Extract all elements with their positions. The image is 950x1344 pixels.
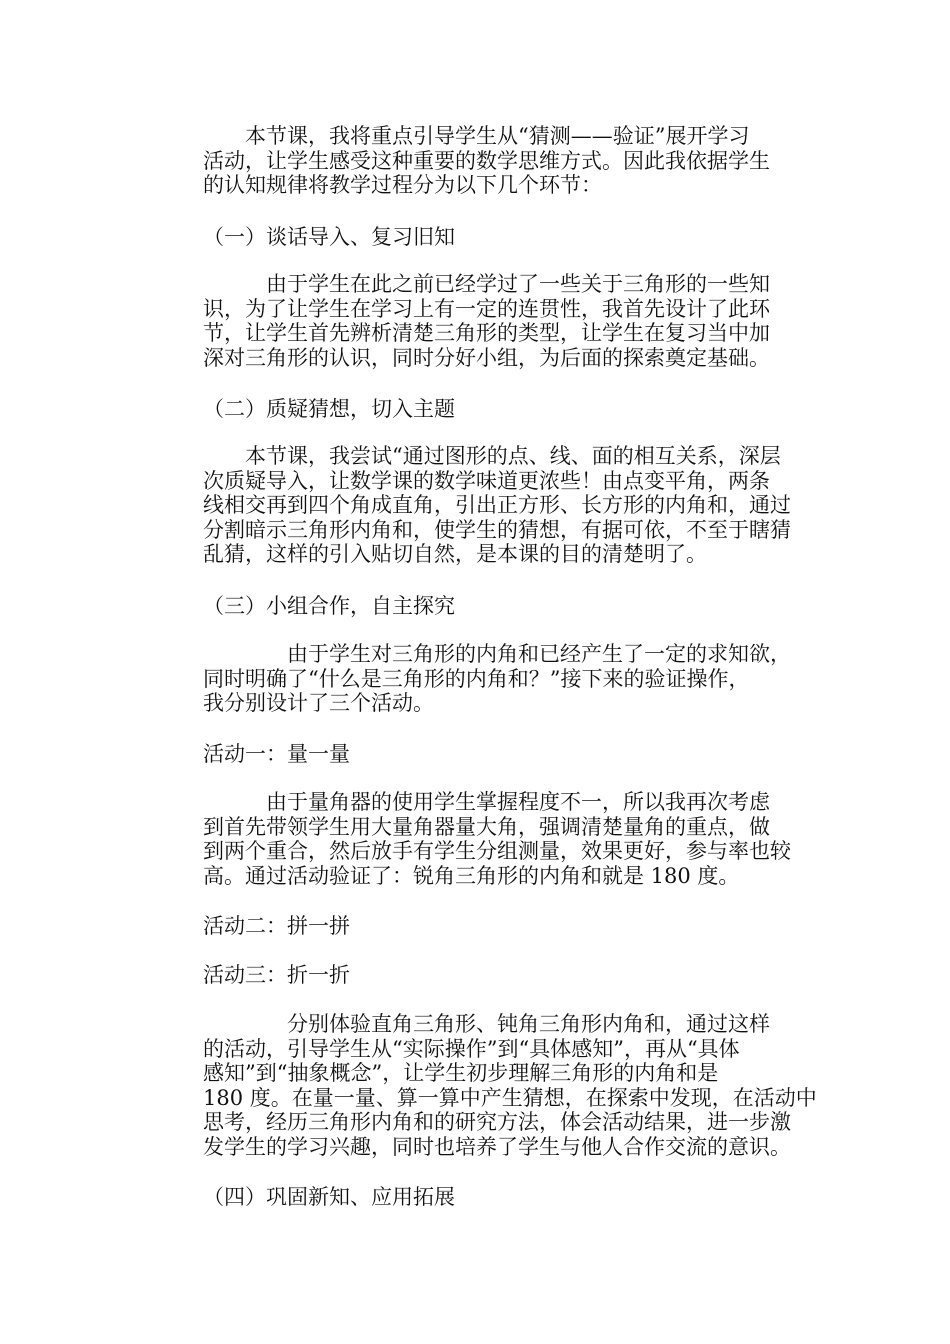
section-heading-1: （一）谈话导入、复习旧知 — [203, 225, 455, 249]
section-heading-4: （四）巩固新知、应用拓展 — [203, 1185, 455, 1209]
text-line: 同时明确了“什么是三角形的内角和？”接下来的验证操作， — [203, 666, 750, 691]
text-line: 次质疑导入，让数学课的数学味道更浓些！由点变平角，两条 — [203, 468, 770, 493]
text-line: 由于学生在此之前已经学过了一些关于三角形的一些知 — [203, 272, 770, 296]
text-line: 线相交再到四个角成直角，引出正方形、长方形的内角和，通过 — [203, 493, 791, 517]
activity-3-paragraph — [203, 1012, 823, 1159]
text-line: 本节课，我将重点引导学生从“猜测——验证”展开学习 — [203, 124, 750, 148]
text-line: 180 度。在量一量、算一算中产生猜想，在探索中发现，在活动中 — [203, 1085, 817, 1110]
activity-heading-1: 活动一：量一量 — [203, 742, 350, 766]
text-line: 的活动，引导学生从“实际操作”到“具体感知”，再从“具体 — [203, 1036, 740, 1061]
section-heading-2: （二）质疑猜想，切入主题 — [203, 397, 455, 421]
intro-paragraph — [203, 124, 823, 198]
text-line: 由于学生对三角形的内角和已经产生了一定的求知欲， — [203, 642, 791, 666]
text-line: 高。通过活动验证了：锐角三角形的内角和就是 180 度。 — [203, 863, 740, 888]
text-line: 本节课，我尝试“通过图形的点、线、面的相互关系，深层 — [203, 444, 781, 468]
section-2-paragraph — [203, 444, 823, 567]
text-line: 到首先带领学生用大量角器量大角，强调清楚量角的重点，做 — [203, 814, 770, 839]
text-line: 识，为了让学生在学习上有一定的连贯性，我首先设计了此环 — [203, 296, 770, 321]
text-line: 由于量角器的使用学生掌握程度不一，所以我再次考虑 — [203, 790, 770, 814]
text-line: 发学生的学习兴趣，同时也培养了学生与他人合作交流的意识。 — [203, 1134, 791, 1159]
section-1-paragraph — [203, 272, 823, 370]
text-line: 我分别设计了三个活动。 — [203, 691, 434, 715]
activity-1-paragraph — [203, 790, 823, 888]
text-line: 深对三角形的认识，同时分好小组，为后面的探索奠定基础。 — [203, 345, 770, 370]
text-line: 的认知规律将教学过程分为以下几个环节： — [203, 173, 602, 197]
text-line: 分割暗示三角形内角和，使学生的猜想，有据可依，不至于瞎猜 — [203, 517, 791, 542]
section-heading-3: （三）小组合作，自主探究 — [203, 594, 455, 618]
text-line: 活动，让学生感受这种重要的数学思维方式。因此我依据学生 — [203, 148, 770, 173]
text-line: 思考，经历三角形内角和的研究方法，体会活动结果，进一步激 — [203, 1110, 791, 1134]
section-3-paragraph — [203, 642, 823, 716]
text-line: 分别体验直角三角形、钝角三角形内角和，通过这样 — [203, 1012, 770, 1036]
text-line: 到两个重合，然后放手有学生分组测量，效果更好，参与率也较 — [203, 839, 791, 863]
text-line: 节，让学生首先辨析清楚三角形的类型，让学生在复习当中加 — [203, 321, 770, 345]
text-line: 感知”到“抽象概念”，让学生初步理解三角形的内角和是 — [203, 1061, 719, 1085]
activity-heading-2: 活动二：拼一拼 — [203, 914, 350, 938]
activity-heading-3: 活动三：折一折 — [203, 963, 350, 987]
text-line: 乱猜，这样的引入贴切自然，是本课的目的清楚明了。 — [203, 542, 707, 566]
